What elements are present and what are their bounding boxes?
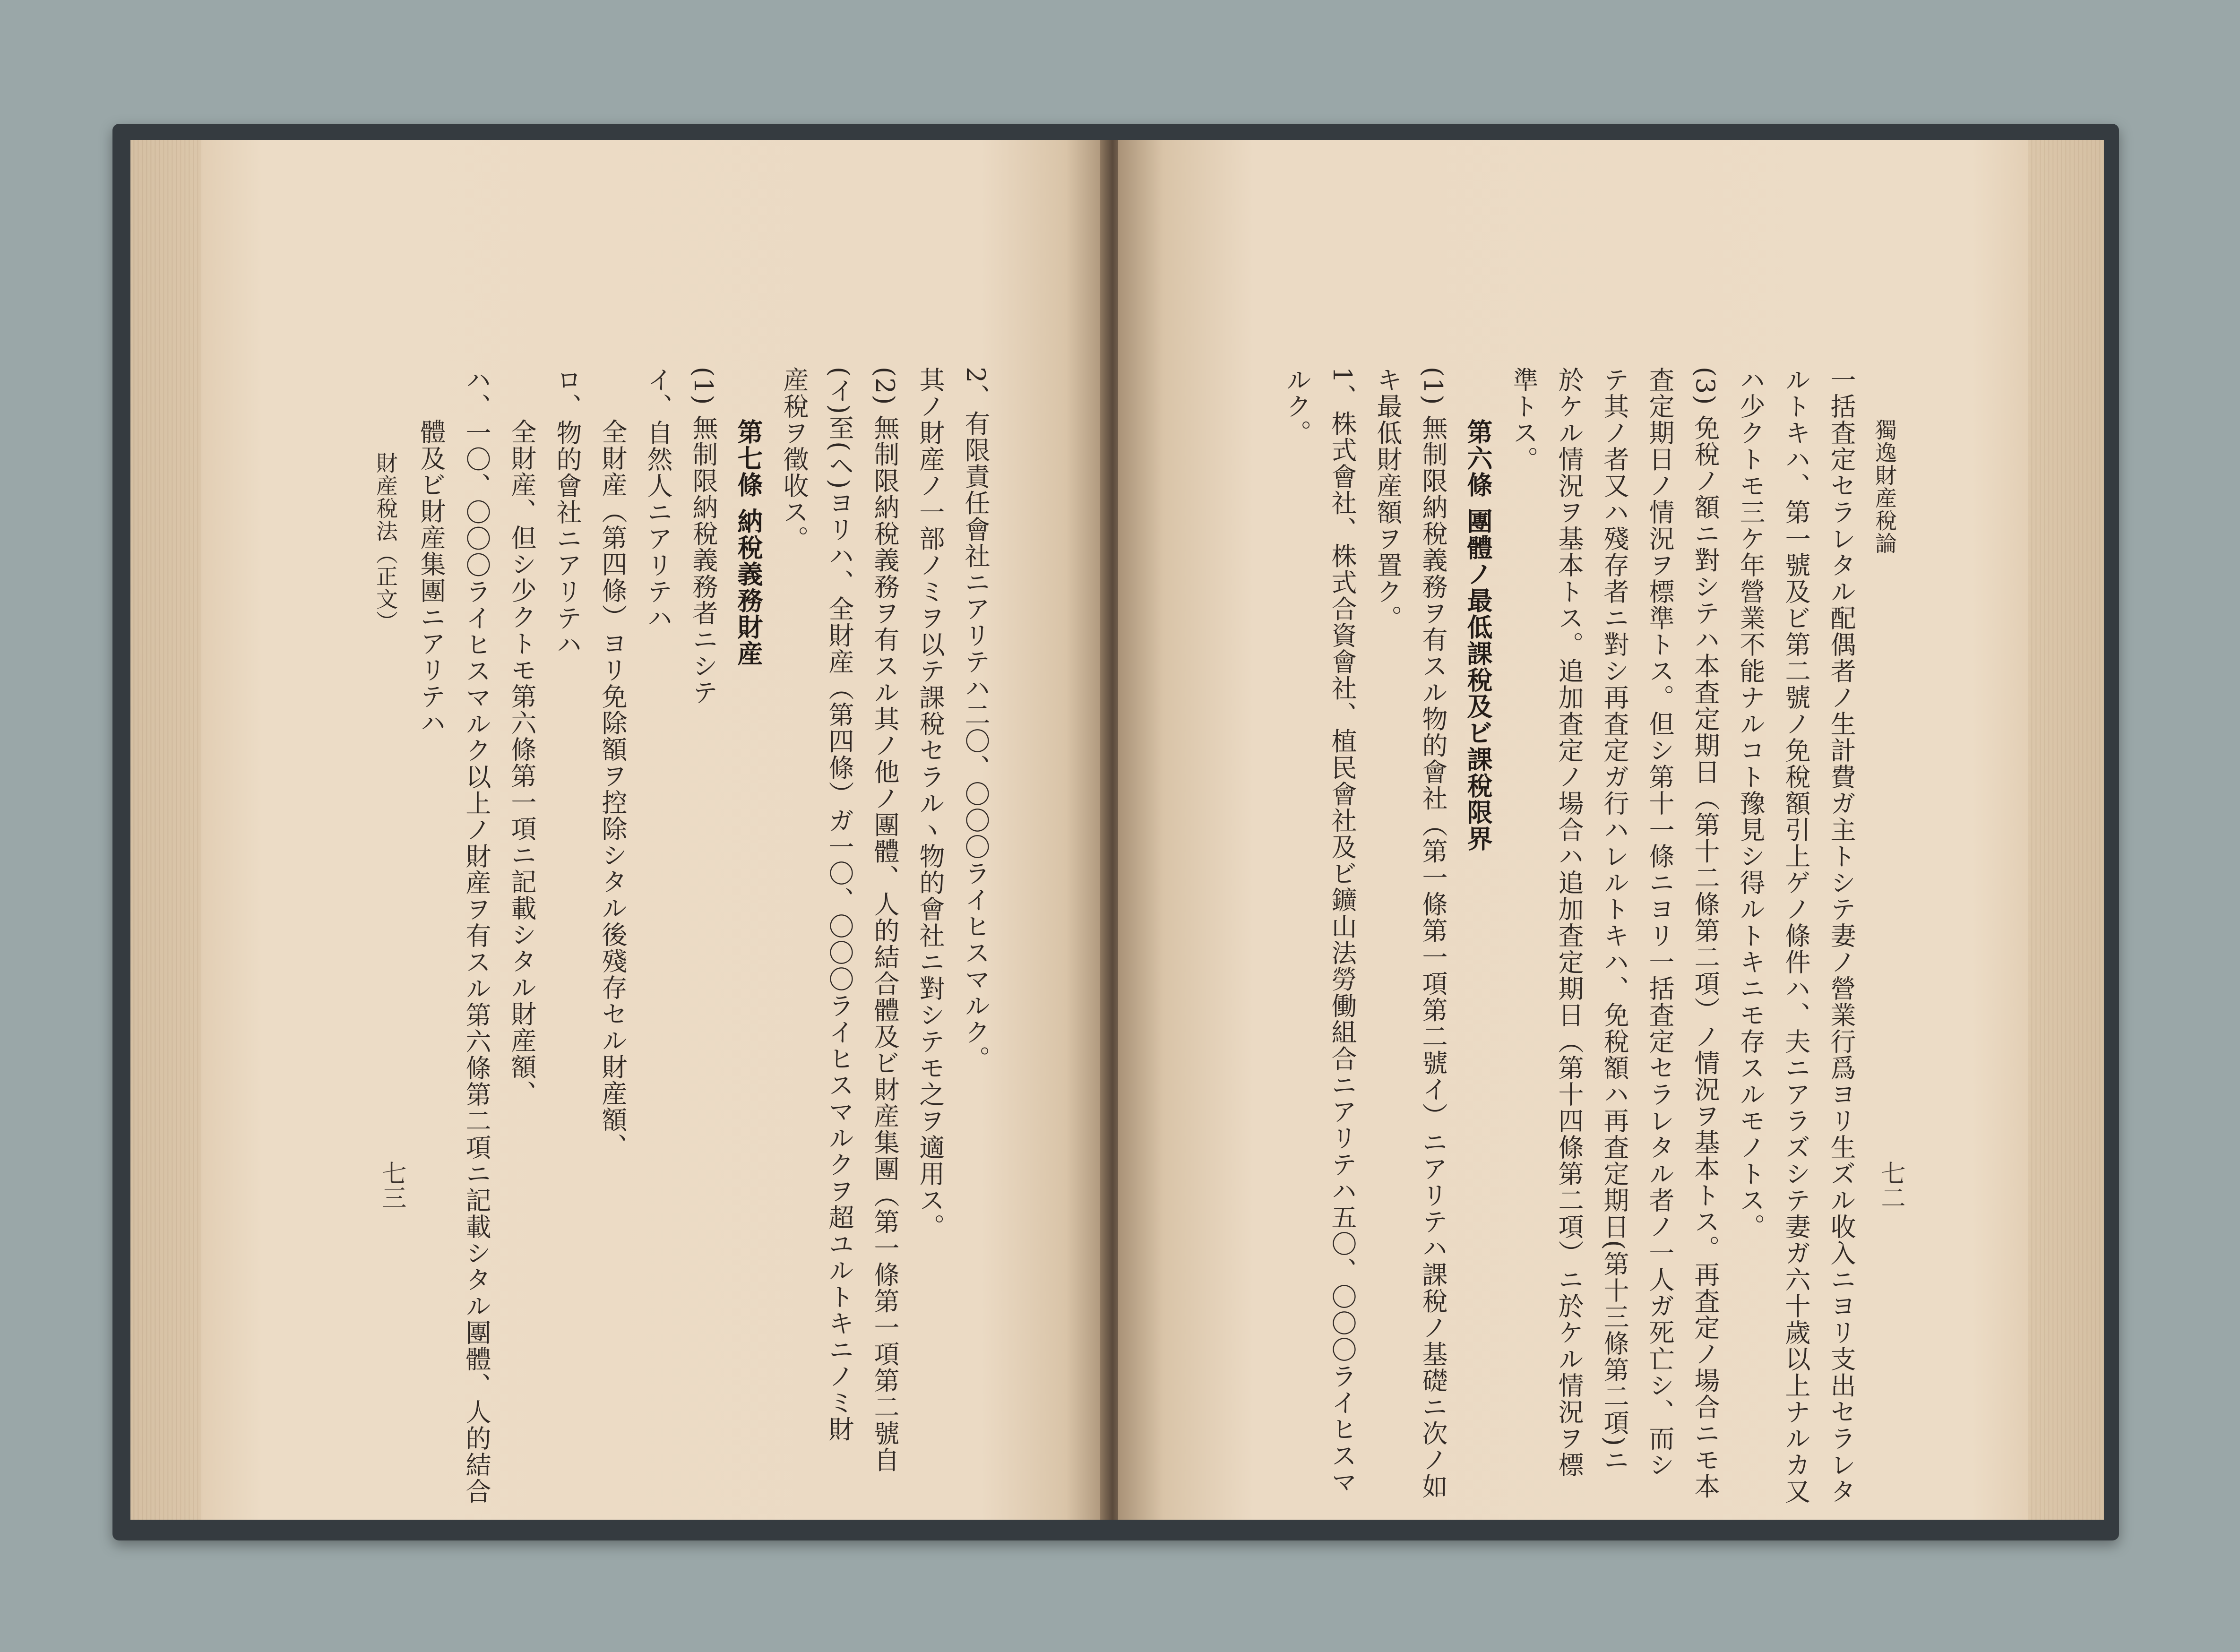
text-line: (2) 無制限納稅義務ヲ有スル其ノ他ノ團體、人的結合體及ビ財産集團（第一條第一項第二號自 xyxy=(870,367,900,1473)
text-line: 全財産（第四條）ヨリ免除額ヲ控除シタル後殘存セル財産額、 xyxy=(598,419,628,1160)
text-line: 2、有限責任會社ニアリテハ二〇、〇〇〇ライヒスマルク。 xyxy=(961,367,991,1072)
text-line: (1) 無制限納稅義務者ニシテ xyxy=(689,367,718,706)
text-line: 1、株式會社、株式合資會社、植民會社及ビ鑛山法勞働組合ニアリテハ五〇、〇〇〇ライヒスマ xyxy=(1327,367,1357,1496)
section-heading: 第六條 團體ノ最低課稅及ビ課稅限界 xyxy=(1463,419,1493,852)
text-line: (1) 無制限納稅義務ヲ有スル物的會社（第一條第一項第二號イ）ニアリテハ課稅ノ基礎ニ次ノ如 xyxy=(1418,367,1448,1500)
page-edges-right xyxy=(2028,140,2104,1520)
running-head: 獨逸財産稅論 xyxy=(1872,419,1897,555)
text-line: 査定期日ノ情況ヲ標準トス。但シ第十一條ニヨリ一括査定セラレタル者ノ一人ガ死亡シ、而シ xyxy=(1645,367,1675,1478)
text-line: ロ、物的會社ニアリテハ xyxy=(552,367,582,658)
text-line: ルク。 xyxy=(1282,367,1312,446)
left-page xyxy=(130,140,1107,1520)
text-line: ハ少クトモ三ケ年營業不能ナルコト豫見シ得ルトキニモ存スルモノトス。 xyxy=(1736,367,1766,1240)
text-line: 其ノ財産ノ一部ノミヲ以テ課稅セラルヽ物的會社ニ對シテモ之ヲ適用ス。 xyxy=(915,367,945,1240)
page-number: 七三 xyxy=(378,1161,406,1210)
running-head: 財産稅法（正文） xyxy=(373,452,398,633)
open-book-spread xyxy=(130,140,2104,1520)
page-edges-left xyxy=(130,140,201,1520)
text-line: ハ、一〇、〇〇〇ライヒスマルク以上ノ財産ヲ有スル第六條第二項ニ記載シタル團體、人的結合 xyxy=(462,367,491,1505)
text-line: 於ケル情況ヲ基本トス。追加査定ノ場合ハ追加査定期日（第十四條第二項）ニ於ケル情況ヲ標 xyxy=(1554,367,1584,1478)
text-line: ルトキハ、第一號及ビ第二號ノ免稅額引上ゲノ條件ハ、夫ニアラズシテ妻ガ六十歲以上ナルカ又 xyxy=(1781,367,1811,1505)
text-line: 全財産、但シ少クトモ第六條第一項ニ記載シタル財産額、 xyxy=(507,419,537,1107)
text-line: 體及ビ財産集團ニアリテハ xyxy=(416,419,446,736)
text-line: 一括査定セラレタル配偶者ノ生計費ガ主トシテ妻ノ營業行爲ヨリ生ズル收入ニヨリ支出セラレタ xyxy=(1826,367,1856,1505)
section-heading: 第七條 納稅義務財産 xyxy=(733,419,764,667)
right-page xyxy=(1118,140,2104,1520)
text-line: (イ)至(ヘ)ヨリハ、全財産（第四條）ガ一〇、〇〇〇ライヒスマルクヲ超ユルトキニノミ財 xyxy=(825,367,854,1443)
text-line: テ其ノ者又ハ殘存者ニ對シ再査定ガ行ハレルトキハ、免稅額ハ再査定期日(第十三條第二項)ニ xyxy=(1600,367,1629,1474)
text-line: (3) 免稅ノ額ニ對シテハ本査定期日（第十二條第二項）ノ情況ヲ基本トス。再査定ノ場合ニモ本 xyxy=(1690,367,1720,1500)
text-line: イ、自然人ニアリテハ xyxy=(643,367,673,631)
text-line: 準トス。 xyxy=(1509,367,1539,473)
text-line: 産稅ヲ徵收ス。 xyxy=(779,367,809,552)
page-number: 七二 xyxy=(1877,1161,1905,1210)
text-line: キ最低財産額ヲ置ク。 xyxy=(1373,367,1403,631)
